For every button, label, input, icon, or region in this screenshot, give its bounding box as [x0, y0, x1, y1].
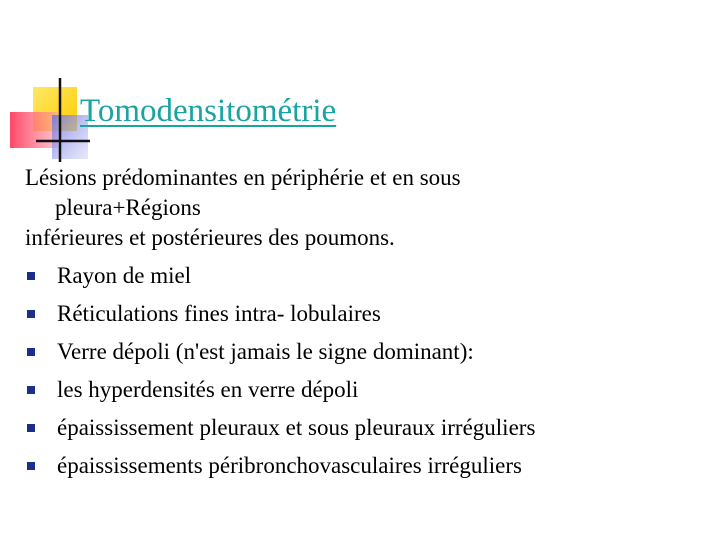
bullet-text: épaississement pleuraux et sous pleuraux irréguliers — [57, 415, 536, 440]
intro-line-1: Lésions prédominantes en périphérie et en sous — [25, 165, 461, 190]
bullet-text: Verre dépoli (n'est jamais le signe dominant): — [57, 339, 474, 364]
bullet-text: Réticulations fines intra- lobulaires — [57, 301, 381, 326]
bullet-text: les hyperdensités en verre dépoli — [57, 377, 359, 402]
square-bullet-icon — [27, 272, 35, 280]
square-bullet-icon — [27, 310, 35, 318]
square-bullet-icon — [27, 386, 35, 394]
bullet-item — [25, 262, 705, 290]
page-title: Tomodensitométrie — [80, 93, 337, 129]
logo-red-band — [10, 112, 58, 148]
bullet-item — [25, 452, 705, 480]
square-bullet-icon — [27, 462, 35, 470]
intro-line-3: inférieures et postérieures des poumons. — [25, 225, 395, 250]
square-bullet-icon — [27, 424, 35, 432]
bullet-text: épaississements péribronchovasculaires irréguliers — [57, 453, 522, 478]
slide-body — [25, 164, 705, 490]
bullet-item — [25, 414, 705, 442]
bullet-item — [25, 338, 705, 366]
bullet-item — [25, 300, 705, 328]
bullet-item — [25, 376, 705, 404]
bullet-text: Rayon de miel — [57, 263, 192, 288]
square-bullet-icon — [27, 348, 35, 356]
decorative-logo — [0, 0, 110, 170]
intro-line-2: pleura+Régions — [55, 195, 201, 220]
